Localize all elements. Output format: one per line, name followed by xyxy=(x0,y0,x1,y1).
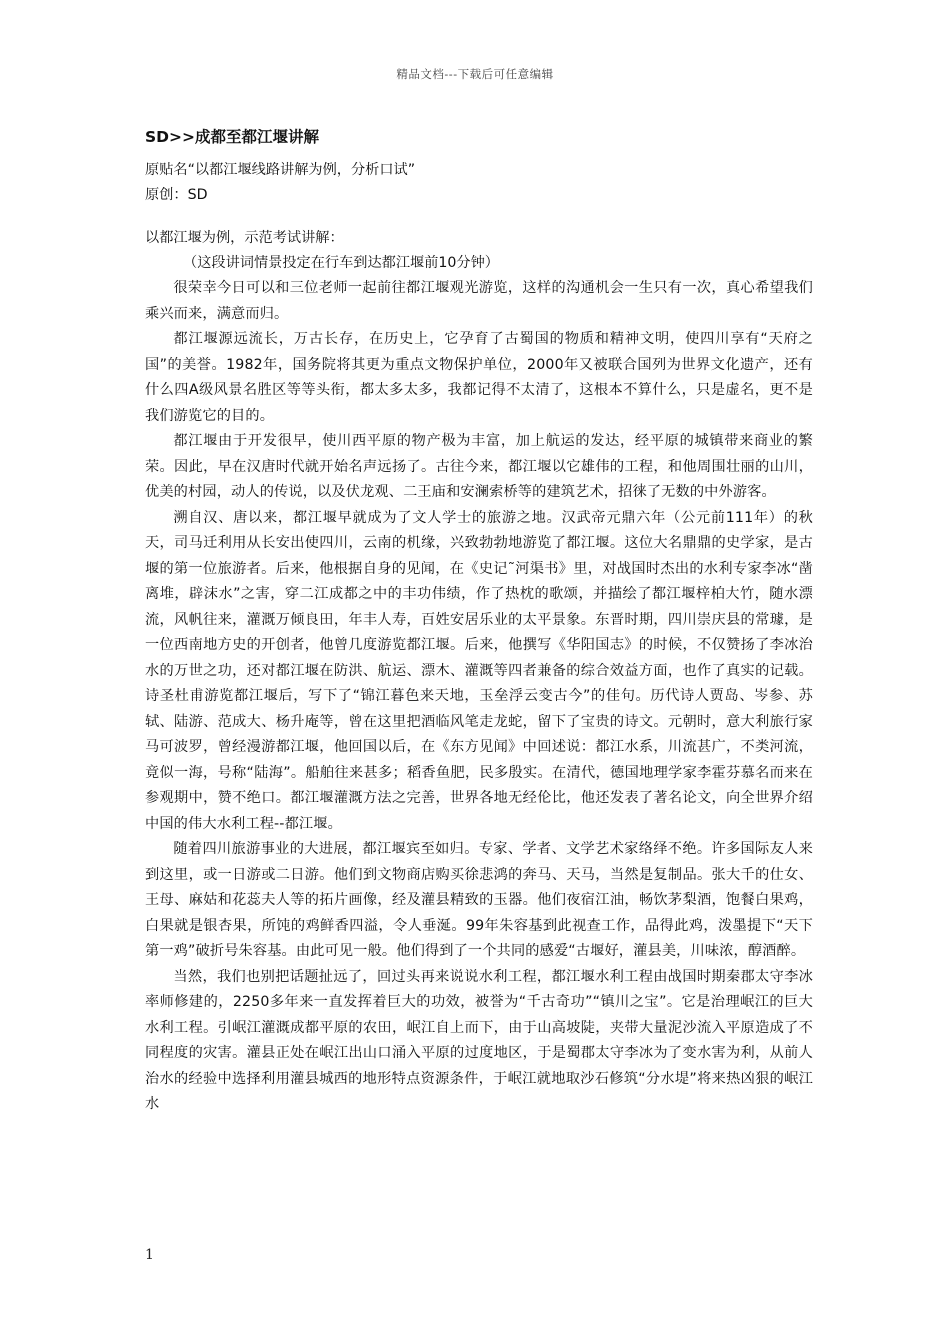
paragraph: 很荣幸今日可以和三位老师一起前往都江堰观光游览，这样的沟通机会一生只有一次，真心希望我们乘兴而来，满意而归。 xyxy=(145,280,813,322)
page-header: 精品文档---下载后可任意编辑 xyxy=(396,67,554,81)
paragraph: 都江堰源远流长，万古长存，在历史上，它孕育了古蜀国的物质和精神文明，使四川享有“天府之国”的美誉。1982年，国务院将其更为重点文物保护单位，2000年又被联合国列为世界文化遗产，还有什么四A级风景名胜区等等头衔，都太多太多，我都记得不太清了，这根本不算什么，只是虚名，更不是我们游览它的目的。 xyxy=(145,331,813,424)
spacer xyxy=(145,208,813,226)
paragraph: 随着四川旅游事业的大进展，都江堰宾至如归。专家、学者、文学艺术家络绎不绝。许多国际友人来到这里，或一日游或二日游。他们到文物商店购买徐悲鸿的奔马、天马，当然是复制品。张大千的仕女、王母、麻姑和花蕊夫人等的拓片画像，经及灌县精致的玉器。他们夜宿江油，畅饮茅梨酒，饱餐白果鸡，白果就是银杏果，所饨的鸡鲜香四溢，令人垂涎。99年朱容基到此视查工作，品得此鸡，泼墨提下“天下第一鸡”破折号朱容基。由此可见一般。他们得到了一个共同的感爱“古堰好，灌县美，川味浓，醇酒醉。 xyxy=(145,841,813,959)
scene-note: （这段讲词情景投定在行车到达都江堰前10分钟） xyxy=(183,255,499,271)
original-post-line: 原贴名“以都江堰线路讲解为例，分析口试” xyxy=(145,162,416,178)
paragraph: 都江堰由于开发很早，使川西平原的物产极为丰富，加上航运的发达，经平原的城镇带来商业的繁荣。因此，早在汉唐时代就开始名声远扬了。古往今来，都江堰以它雄伟的工程，和他周围壮丽的山川，优美的村园，动人的传说，以及伏龙观、二王庙和安澜索桥等的建筑艺术，招徕了无数的中外游客。 xyxy=(145,433,813,500)
author-line: 原创：SD xyxy=(145,187,208,203)
paragraph: 当然，我们也别把话题扯远了，回过头再来说说水利工程，都江堰水利工程由战国时期秦郡太守李冰率师修建的，2250多年来一直发挥着巨大的功效，被誉为“千古奇功”“镇川之宝”。它是治理岷江的巨大水利工程。引岷江灌溉成都平原的农田，岷江自上而下，由于山高坡陡，夹带大量泥沙流入平原造成了不同程度的灾害。灌县正处在岷江出山口涌入平原的过度地区，于是蜀郡太守李冰为了变水害为利，从前人治水的经验中选择利用灌县城西的地形特点资源条件，于岷江就地取沙石修筑“分水堤”将来热凶狠的岷江水 xyxy=(145,968,813,1112)
paragraph: 溯自汉、唐以来，都江堰早就成为了文人学士的旅游之地。汉武帝元鼎六年（公元前111年）的秋天，司马迁利用从长安出使四川，云南的机缘，兴致勃勃地游览了都江堰。这位大名鼎鼎的史学家，是古堰的第一位旅游者。后来，他根据自身的见闻，在《史记˜河渠书》里，对战国时杰出的水利专家李冰“凿离堆，辟沫水”之害，穿二江成都之中的丰功伟绩，作了热枕的歌颂，并描绘了都江堰梓柏大竹，随水漂流，风帆往来，灌溉万倾良田，年丰人寿，百姓安居乐业的太平景象。东晋时期，四川崇庆县的常璩，是一位西南地方史的开创者，他曾几度游览都江堰。后来，他撰写《华阳国志》的时候，不仅赞扬了李冰治水的万世之功，还对都江堰在防洪、航运、漂木、灌溉等四者兼备的综合效益方面，也作了真实的记载。诗圣杜甫游览都江堰后，写下了“锦江暮色来天地，玉垒浮云变古今”的佳句。历代诗人贾岛、岑参、苏轼、陆游、范成大、杨升庵等，曾在这里把酒临风笔走龙蛇，留下了宝贵的诗文。元朝时，意大利旅行家马可波罗，曾经漫游都江堰，他回国以后，在《东方见闻》中回述说：都江水系，川流甚广，不类河流，竟似一海，号称“陆海”。船舶往来甚多；稻香鱼肥，民多殷实。在清代，德国地理学家李霍芬慕名而来在参观期中，赞不绝口。都江堰灌溉方法之完善，世界各地无经伦比，他还发表了著名论文，向全世界介绍中国的伟大水利工程--都江堰。 xyxy=(145,509,813,832)
intro-line: 以都江堰为例，示范考试讲解： xyxy=(145,230,344,246)
page-number: 1 xyxy=(145,1247,154,1263)
document-body xyxy=(145,126,813,1118)
document-title: SD>>成都至都江堰讲解 xyxy=(145,128,320,146)
